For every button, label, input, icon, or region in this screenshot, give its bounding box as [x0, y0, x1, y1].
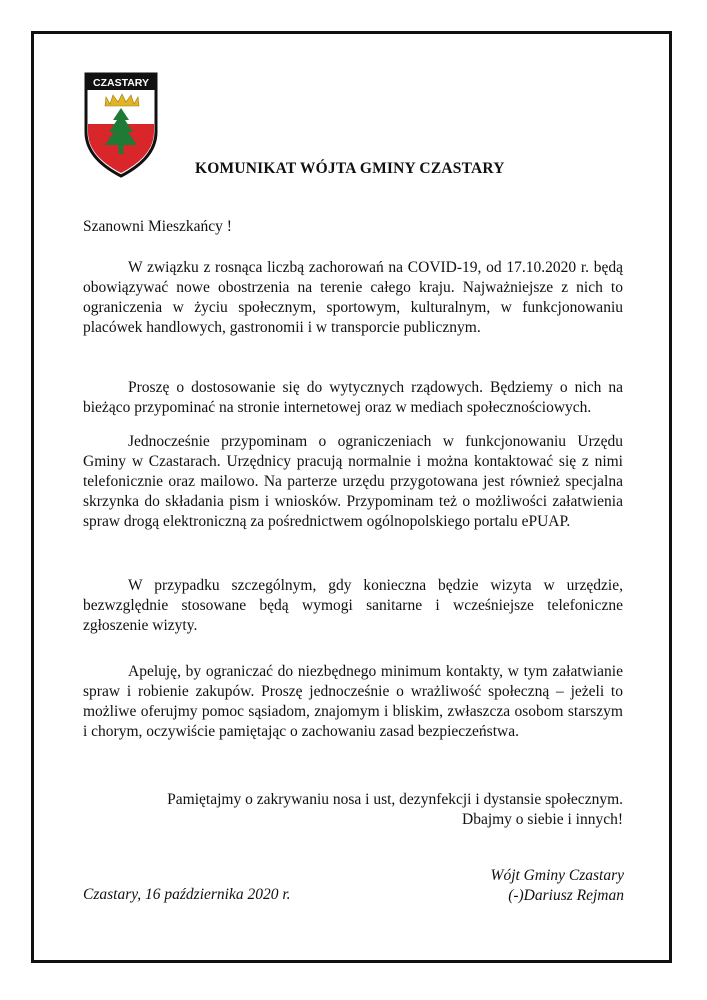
paragraph-restrictions: W związku z rosnąca liczbą zachorowań na COVID-19, od 17.10.2020 r. będą obowiązywać nowe obostrzenia na terenie całego kraju. Najważniejsze z nich to ograniczenia w życiu społecznym, sportowym, kulturalnym, w funkcjonowaniu placówek handlowych, gastronomii i w transporcie publicznym. [83, 259, 623, 336]
crest-label: CZASTARY [93, 77, 149, 89]
paragraph-guidelines: Proszę o dostosowanie się do wytycznych rządowych. Będziemy o nich na bieżąco przypominać na stronie internetowej oraz w mediach społecznościowych. [83, 379, 623, 416]
paragraph-office-visit: W przypadku szczególnym, gdy konieczna będzie wizyta w urzędzie, bezwzględnie stosowane będą wymogi sanitarne i wcześniejsze telefoniczne zgłoszenie wizyty. [83, 577, 623, 634]
closing-remarks [83, 790, 623, 830]
signature-name: (-)Dariusz Rejman [508, 887, 624, 904]
paragraph-appeal: Apeluję, by ograniczać do niezbędnego minimum kontakty, w tym załatwianie spraw i robienie zakupów. Proszę jednocześnie o wrażliwość społeczną – jeżeli to możliwe oferujmy pomoc sąsiadom, znajomym i bliskim, zwłaszcza osobom starszym i chorym, oczywiście pamiętając o zachowaniu zasad bezpieczeństwa. [83, 663, 623, 740]
signature-role: Wójt Gminy Czastary [490, 867, 624, 884]
document-title: KOMUNIKAT WÓJTA GMINY CZASTARY [195, 160, 505, 177]
place-and-date: Czastary, 16 października 2020 r. [83, 886, 291, 903]
closing-line-2: Dbajmy o siebie i innych! [462, 811, 623, 828]
paragraph-office-operations: Jednocześnie przypominam o ograniczeniach w funkcjonowaniu Urzędu Gminy w Czastarach. Urzędnicy pracują normalnie i można kontaktować się z nimi telefonicznie oraz mailowo. Na parterze urzędu przygotowana jest również specjalna skrzynka do składania pism i wniosków. Przypominam też o możliwości załatwienia spraw drogą elektroniczną za pośrednictwem ogólnopolskiego portalu ePUAP. [83, 433, 623, 530]
greeting: Szanowni Mieszkańcy ! [83, 218, 232, 235]
czastary-coat-of-arms [82, 72, 160, 178]
signature-block [374, 866, 624, 906]
closing-line-1: Pamiętajmy o zakrywaniu nosa i ust, dezynfekcji i dystansie społecznym. [167, 791, 623, 808]
